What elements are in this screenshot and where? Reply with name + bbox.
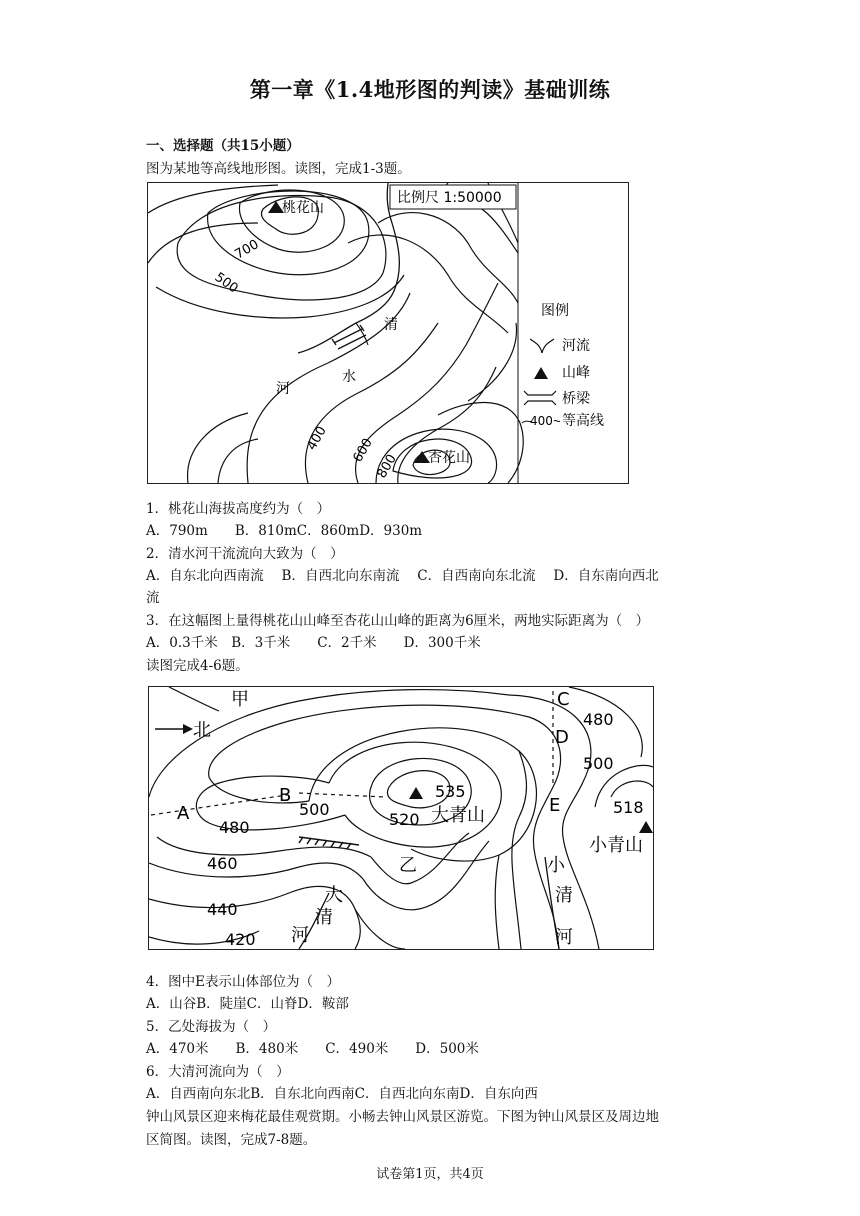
section-heading: 一、选择题（共15小题） [146,138,300,154]
contour-icon [522,414,560,428]
map2-river2-char: 小 [547,855,565,876]
question-6-options: A．自西南向东北B．自东北向西南C．自西北向东南D．自东向西 [146,1086,538,1102]
map1-river-char: 河 [276,381,290,397]
page-footer: 试卷第1页，共4页 [376,1167,484,1182]
map2-contour-label: 520 [389,810,420,829]
map2-contour-label: 440 [207,900,238,919]
map2-contour-label: 500 [583,754,614,773]
map2-contour-label: 535 [435,782,466,801]
map2-river2-char: 河 [555,927,573,948]
map2-river1-char: 大 [325,885,343,906]
peak-triangle-icon [534,367,548,379]
peak-triangle-icon [409,787,423,799]
map1-river-char: 水 [342,369,356,385]
map2-label-a: A [177,803,190,824]
map1-legend-label: 河流 [562,338,590,354]
map2-label-c: C [557,689,570,710]
intro-questions-4-6: 读图完成4-6题。 [146,658,249,674]
map1-legend-label: 等高线 [562,413,604,429]
map2-contour-label: 460 [207,854,238,873]
contour-map-1 [147,182,629,484]
intro-questions-1-3: 图为某地等高线地形图。读图，完成1-3题。 [146,161,411,177]
contour-map-2 [148,686,654,950]
question-4-stem: 4．图中E表示山体部位为（ ） [146,974,340,990]
question-1-options: A．790m B．810mC．860mD．930m [146,523,423,539]
map2-north-label: 北 [193,720,211,741]
map1-contour-label: 500 [211,269,241,297]
map2-contour-label: 420 [225,930,256,949]
river-icon [530,339,554,353]
svg-text:400: 400 [530,414,553,428]
map2-peak2-label: 小青山 [589,835,643,856]
bridge-icon [524,391,556,405]
peak-triangle-icon [639,821,653,833]
map1-contour-label: 800 [374,451,400,481]
intro-questions-7-8: 钟山风景区迎来梅花最佳观赏期。小畅去钟山风景区游览。下图为钟山风景区及周边地 [146,1109,659,1125]
question-6-stem: 6．大清河流向为（ ） [146,1064,290,1080]
map1-legend-label: 桥梁 [562,391,590,407]
map2-river1-char: 河 [291,925,309,946]
question-2-options: A．自东北向西南流 B．自西北向东南流 C．自西南向东北流 D．自东南向西北 [146,568,659,584]
intro-questions-7-8-cont: 区简图。读图，完成7-8题。 [146,1132,317,1148]
map2-contour-label: 518 [613,798,644,817]
map1-legend-label: 山峰 [562,365,590,381]
map1-peak2-label: 杏花山 [428,450,470,466]
map1-scale: 比例尺 1:50000 [397,190,502,206]
map1-contour-label: 700 [232,237,262,263]
page-title: 第一章《1.4地形图的判读》基础训练 [249,77,611,102]
map2-label-d: D [555,727,569,748]
map2-contour-label: 480 [219,818,250,837]
question-2-options-cont: 流 [146,590,160,606]
map1-peak1-label: 桃花山 [282,200,324,216]
map1-contour-label: 600 [350,435,376,465]
question-5-options: A．470米 B．480米 C．490米 D．500米 [146,1041,479,1057]
map1-contour-label: 400 [304,423,330,453]
north-arrow-icon [155,724,193,734]
map2-contour-label: 500 [299,800,330,819]
map1-river-char: 清 [384,317,398,333]
question-4-options: A．山谷B．陡崖C．山脊D．鞍部 [146,996,349,1012]
map2-river1-char: 清 [315,907,333,928]
map1-legend-title: 图例 [541,303,569,319]
map2-contour-label: 480 [583,710,614,729]
question-5-stem: 5．乙处海拔为（ ） [146,1019,277,1035]
map2-river2-char: 清 [555,885,573,906]
map2-label-yi: 乙 [399,855,417,876]
map2-label-e: E [549,795,561,816]
question-1-stem: 1．桃花山海拔高度约为（ ） [146,501,331,517]
question-3-stem: 3．在这幅图上量得桃花山山峰至杏花山山峰的距离为6厘米，两地实际距离为（ ） [146,613,650,629]
map2-peak1-label: 大青山 [431,805,485,826]
map2-label-jia: 甲 [231,689,249,710]
question-3-options: A．0.3千米 B．3千米 C．2千米 D．300千米 [146,635,481,651]
question-2-stem: 2．清水河干流流向大致为（ ） [146,546,344,562]
map2-label-b: B [279,785,292,806]
